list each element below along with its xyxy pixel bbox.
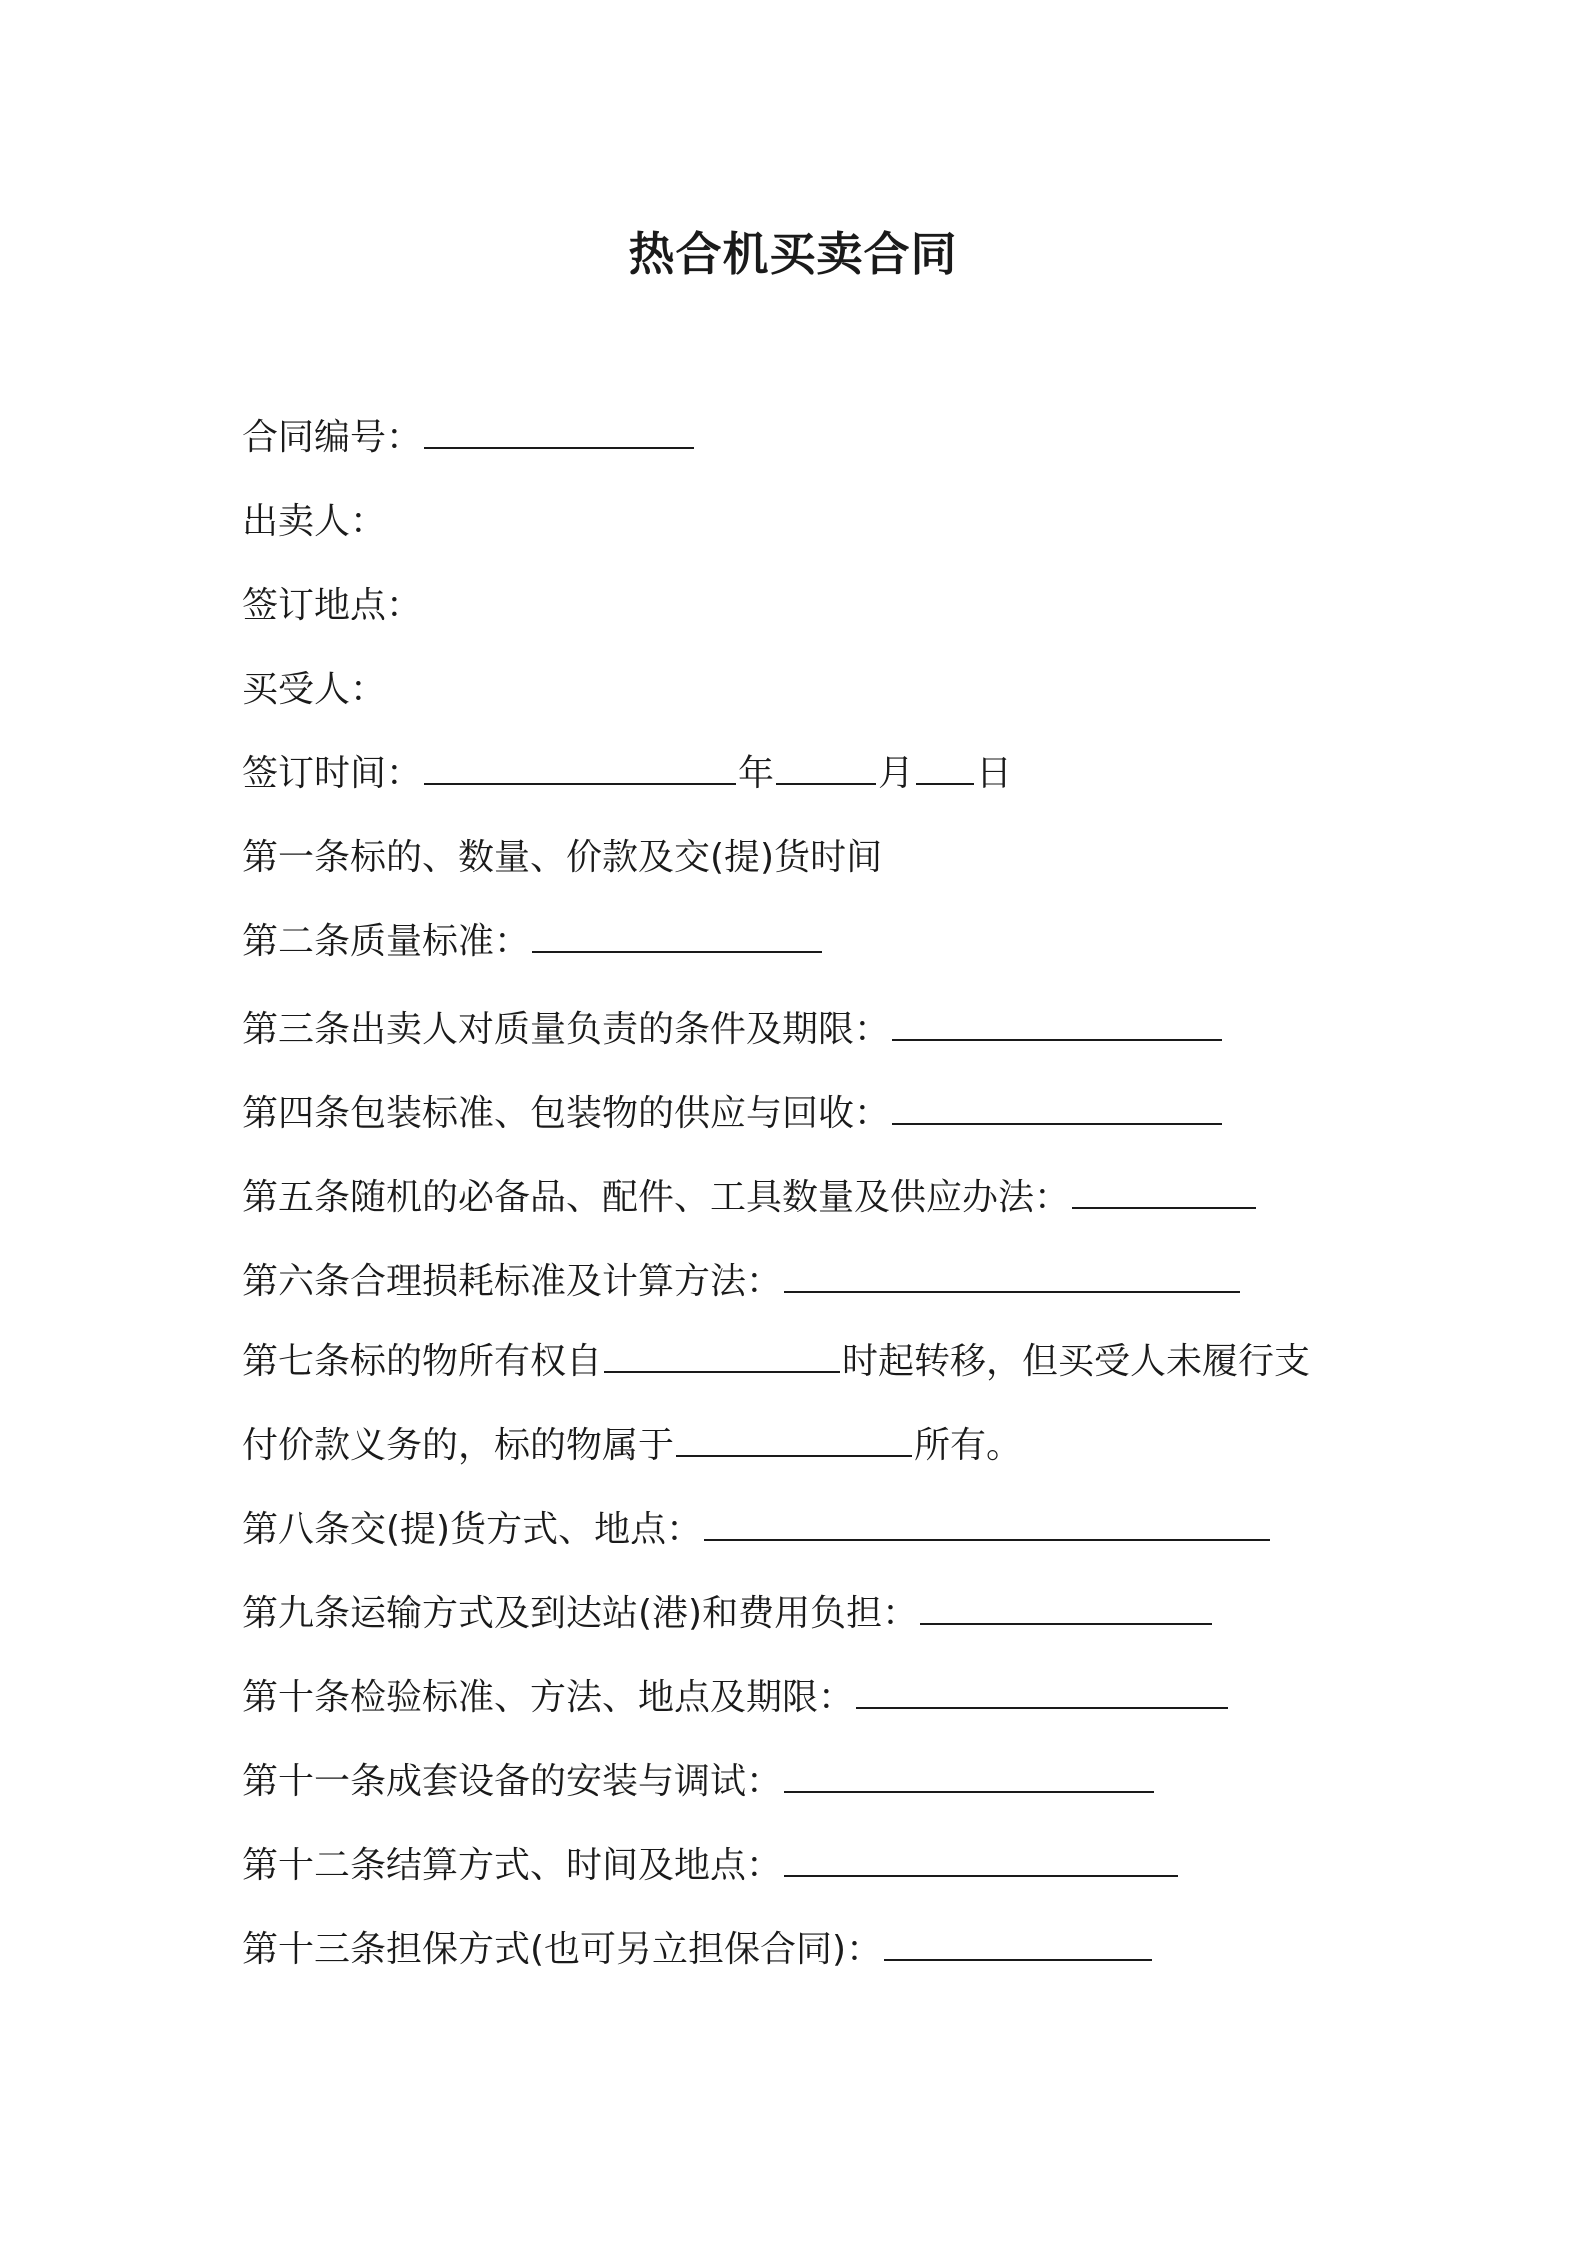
clause-6-text: 第六条合理损耗标准及计算方法： xyxy=(242,1261,783,1302)
seller-label: 出卖人： xyxy=(242,501,387,542)
clause-7-line-1 xyxy=(242,1340,1310,1384)
clause-5 xyxy=(242,1176,1258,1220)
sign-place-label: 签订地点： xyxy=(242,585,423,626)
contract-number-label: 合同编号： xyxy=(242,417,423,458)
clause-7-part-2: 时起转移，但买受人未履行支 xyxy=(842,1341,1311,1382)
clause-13-blank xyxy=(884,1951,1152,1961)
sign-time-line xyxy=(242,752,1012,796)
clause-9-blank xyxy=(920,1615,1212,1625)
clause-1 xyxy=(242,836,882,880)
clause-7-transfer-blank xyxy=(604,1363,840,1373)
clause-8 xyxy=(242,1508,1272,1552)
buyer-label: 买受人： xyxy=(242,669,387,710)
clause-6 xyxy=(242,1260,1242,1304)
contract-number-line xyxy=(242,416,696,460)
clause-1-text: 第一条标的、数量、价款及交(提)货时间 xyxy=(242,837,883,878)
sign-day-blank xyxy=(916,775,974,785)
clause-7-part-1: 第七条标的物所有权自 xyxy=(242,1341,603,1382)
clause-12-text: 第十二条结算方式、时间及地点： xyxy=(242,1845,783,1886)
clause-9-text: 第九条运输方式及到达站(港)和费用负担： xyxy=(242,1593,919,1634)
clause-6-blank xyxy=(784,1283,1240,1293)
sign-place-line xyxy=(242,584,422,628)
clause-7-owner-blank xyxy=(676,1447,912,1457)
clause-7-part-4: 所有。 xyxy=(914,1425,1023,1466)
clause-8-text: 第八条交(提)货方式、地点： xyxy=(242,1509,703,1550)
sign-time-label: 签订时间： xyxy=(242,753,423,794)
buyer-line xyxy=(242,668,386,712)
clause-9 xyxy=(242,1592,1214,1636)
clause-13-text: 第十三条担保方式(也可另立担保合同)： xyxy=(242,1929,883,1970)
clause-10-blank xyxy=(856,1699,1228,1709)
clause-2 xyxy=(242,920,824,964)
sign-month-blank xyxy=(776,775,876,785)
clause-2-blank xyxy=(532,943,822,953)
clause-12-blank xyxy=(784,1867,1178,1877)
clause-7-line-2 xyxy=(242,1424,1022,1468)
clause-10-text: 第十条检验标准、方法、地点及期限： xyxy=(242,1677,855,1718)
clause-12 xyxy=(242,1844,1180,1888)
clause-5-blank xyxy=(1072,1199,1256,1209)
seller-line xyxy=(242,500,386,544)
clause-7-part-3: 付价款义务的，标的物属于 xyxy=(242,1425,675,1466)
sign-year-label: 年 xyxy=(738,753,775,794)
clause-3-blank xyxy=(892,1031,1222,1041)
clause-5-text: 第五条随机的必备品、配件、工具数量及供应办法： xyxy=(242,1177,1071,1218)
clause-11-blank xyxy=(784,1783,1154,1793)
clause-2-text: 第二条质量标准： xyxy=(242,921,531,962)
sign-year-blank xyxy=(424,775,736,785)
clause-13 xyxy=(242,1928,1154,1972)
contract-number-blank xyxy=(424,439,694,449)
clause-4-text: 第四条包装标准、包装物的供应与回收： xyxy=(242,1093,891,1134)
clause-3 xyxy=(242,1008,1224,1052)
clause-11-text: 第十一条成套设备的安装与调试： xyxy=(242,1761,783,1802)
sign-month-label: 月 xyxy=(878,753,915,794)
clause-8-blank xyxy=(704,1531,1270,1541)
clause-10 xyxy=(242,1676,1230,1720)
clause-3-text: 第三条出卖人对质量负责的条件及期限： xyxy=(242,1009,891,1050)
clause-11 xyxy=(242,1760,1156,1804)
document-title: 热合机买卖合同 xyxy=(628,227,958,281)
clause-4 xyxy=(242,1092,1224,1136)
clause-4-blank xyxy=(892,1115,1222,1125)
sign-day-label: 日 xyxy=(976,753,1013,794)
